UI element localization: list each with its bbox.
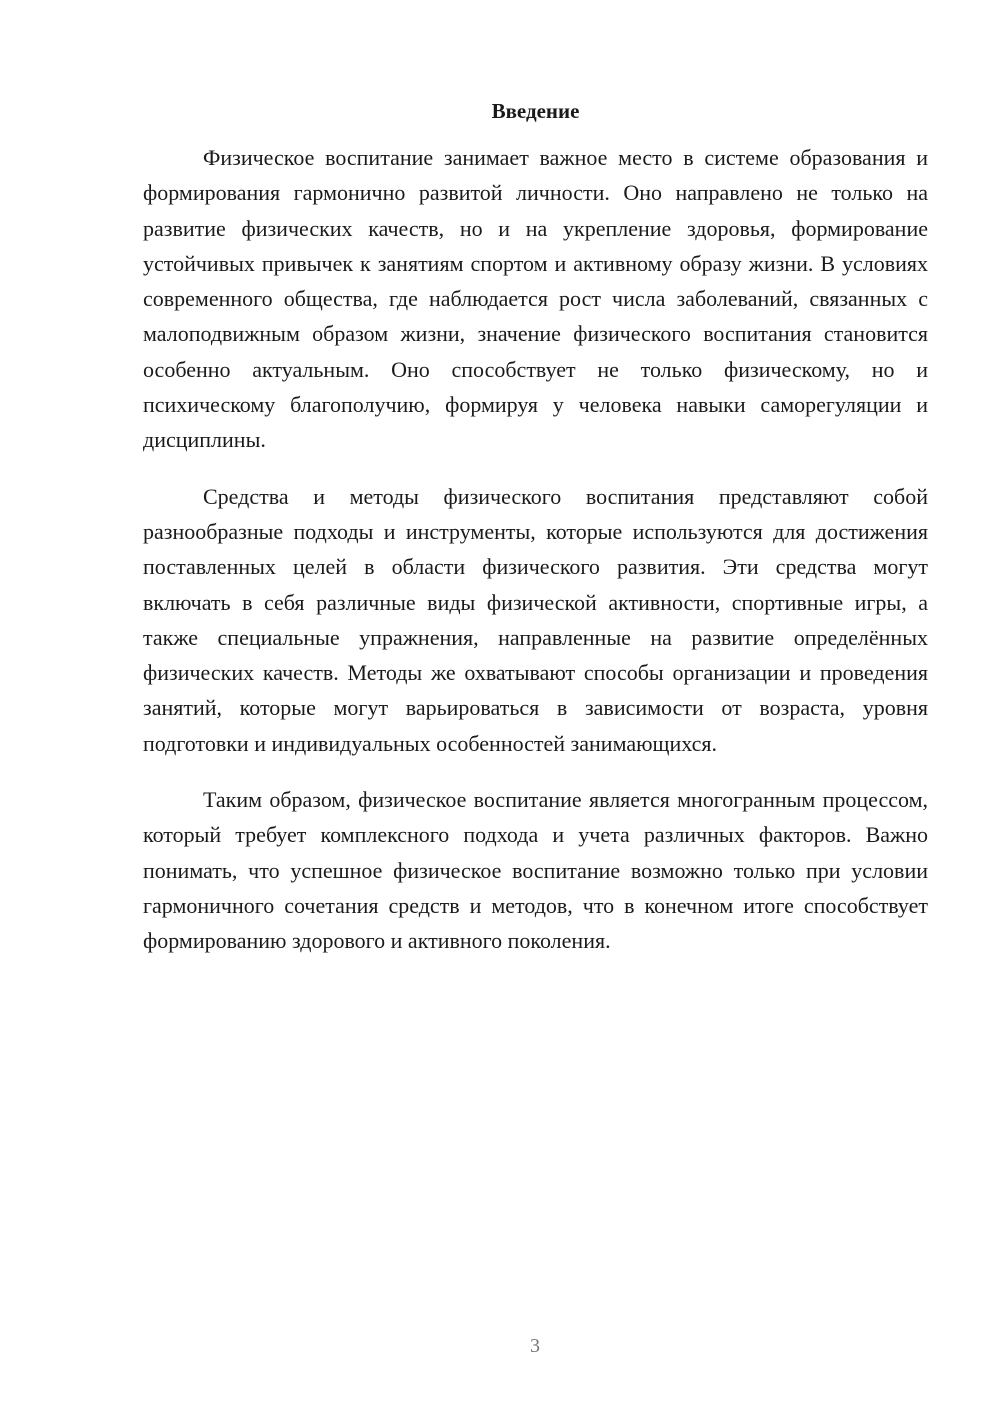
page-number: 3 [530, 1335, 540, 1357]
page-content [143, 96, 928, 959]
paragraph-means-and-methods: Средства и методы физического воспитания представляют собой разнообразные подходы и инструменты, которые используются для достижения поставленных целей в области физического развития. Эти средства могут включать в себя различные виды физической активности, спортивные игры, а также специальные упражнения, направленные на развитие определённых физических качеств. Методы же охватывают способы организации и проведения занятий, которые могут варьироваться в зависимости от возраста, уровня подготовки и индивидуальных особенностей занимающихся. [143, 483, 928, 756]
paragraph-intro: Физическое воспитание занимает важное место в системе образования и формирования гармонично развитой личности. Оно направлено не только на развитие физических качеств, но и на укрепление здоровья, формирование устойчивых привычек к занятиям спортом и активному образу жизни. В условиях современного общества, где наблюдается рост числа заболеваний, связанных с малоподвижным образом жизни, значение физического воспитания становится особенно актуальным. Оно способствует не только физическому, но и психическому благополучию, формируя у человека навыки саморегуляции и дисциплины. [143, 145, 928, 453]
section-title: Введение [491, 99, 580, 123]
paragraph-conclusion: Таким образом, физическое воспитание является многогранным процессом, который требует комплексного подхода и учета различных факторов. Важно понимать, что успешное физическое воспитание возможно только при условии гармоничного сочетания средств и методов, что в конечном итоге способствует формированию здорового и активного поколения. [143, 787, 928, 954]
